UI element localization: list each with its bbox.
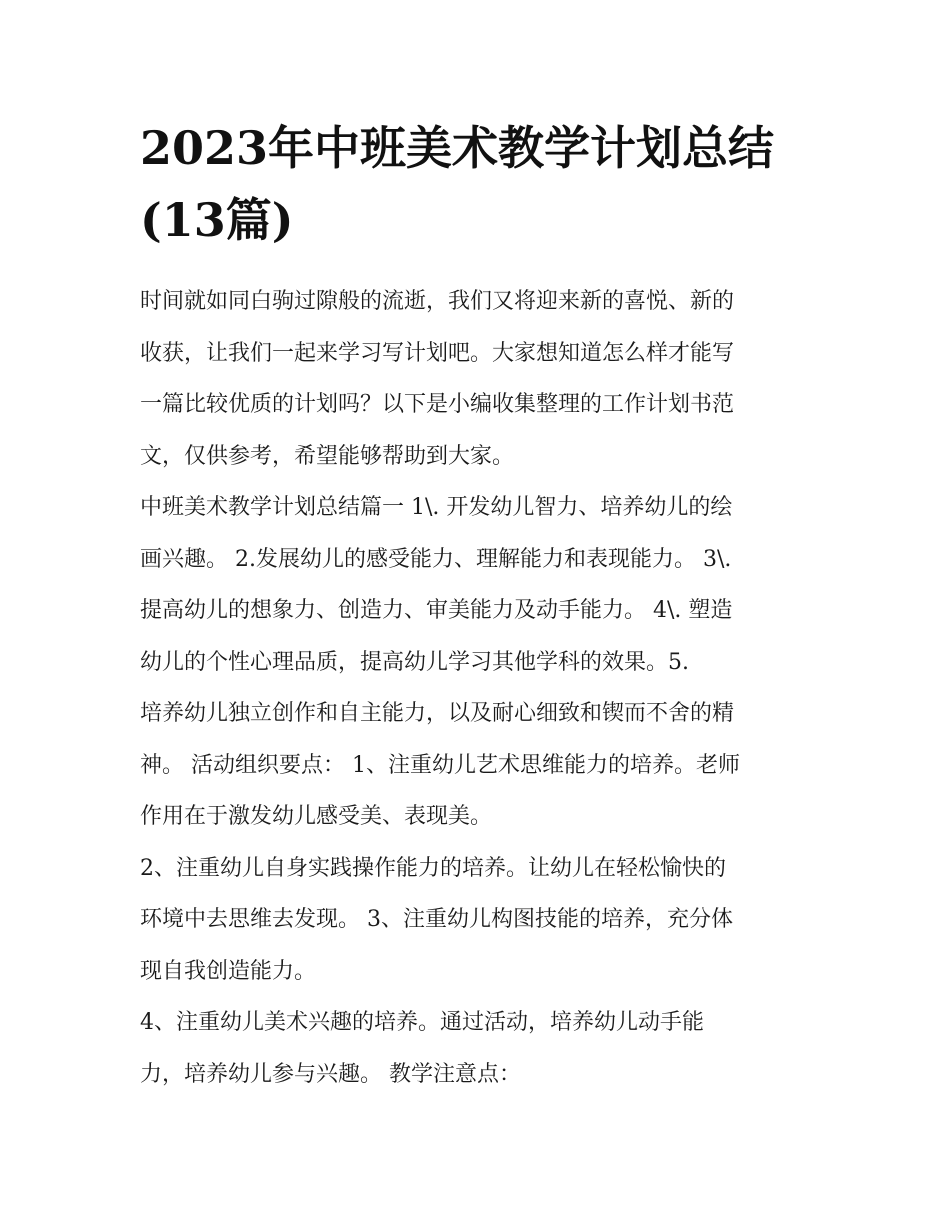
text-line: 4、注重幼儿美术兴趣的培养。通过活动，培养幼儿动手能: [140, 1010, 704, 1035]
text-line: 培养幼儿独立创作和自主能力，以及耐心细致和锲而不舍的精: [140, 701, 735, 726]
document-page: [140, 0, 820, 1229]
text-line: 神。 活动组织要点： 1、注重幼儿艺术思维能力的培养。老师: [140, 752, 740, 778]
title-line-2: (13篇): [140, 193, 294, 247]
text-line: 作用在于激发幼儿感受美、表现美。: [140, 804, 493, 829]
text-line: 时间就如同白驹过隙般的流逝，我们又将迎来新的喜悦、新的: [140, 289, 735, 314]
document-title: [140, 112, 820, 256]
text-line: 现自我创造能力。: [140, 958, 317, 984]
document-body: [140, 276, 820, 1100]
text-line: 画兴趣。 2.发展幼儿的感受能力、理解能力和表现能力。 3\.: [140, 546, 732, 572]
text-line: 收获，让我们一起来学习写计划吧。大家想知道怎么样才能写: [140, 340, 735, 366]
text-line: 中班美术教学计划总结篇一 1\. 开发幼儿智力、培养幼儿的绘: [140, 495, 733, 520]
text-line: 文，仅供参考，希望能够帮助到大家。: [140, 443, 515, 469]
text-line: 力，培养幼儿参与兴趣。 教学注意点：: [140, 1061, 521, 1087]
text-line: 2、注重幼儿自身实践操作能力的培养。让幼儿在轻松愉快的: [140, 855, 726, 881]
title-line-1: 2023年中班美术教学计划总结: [140, 121, 775, 175]
text-line: 一篇比较优质的计划吗？以下是小编收集整理的工作计划书范: [140, 392, 735, 417]
text-line: 环境中去思维去发现。 3、注重幼儿构图技能的培养，充分体: [140, 907, 733, 932]
text-line: 提高幼儿的想象力、创造力、审美能力及动手能力。 4\. 塑造: [140, 598, 733, 623]
text-line: 幼儿的个性心理品质，提高幼儿学习其他学科的效果。5.: [140, 649, 689, 675]
